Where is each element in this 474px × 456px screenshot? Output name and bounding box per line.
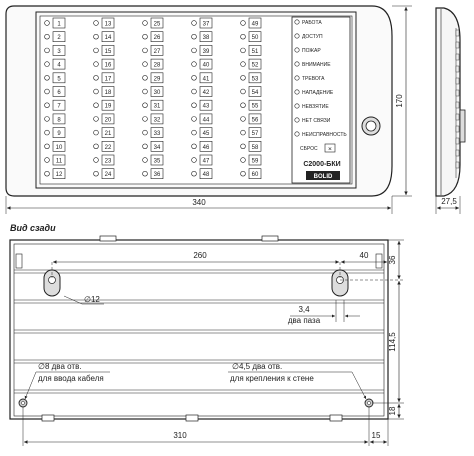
zone-number: 25 (153, 21, 161, 28)
zone-number: 23 (104, 158, 112, 165)
status-led-icon (295, 34, 299, 38)
zone-led-icon (143, 130, 148, 135)
zone-number: 6 (57, 90, 61, 96)
side-button-edge (456, 42, 459, 48)
zone-number: 58 (251, 144, 259, 151)
zone-number: 50 (251, 35, 259, 42)
zone-number: 17 (104, 76, 112, 83)
status-led-icon (295, 132, 299, 136)
zone-number: 27 (153, 48, 161, 55)
slot-width-dimension: 3,4 (298, 305, 310, 314)
zone-led-icon (94, 48, 99, 53)
zone-led-icon (241, 171, 246, 176)
zone-led-icon (45, 89, 50, 94)
side-key-reader (460, 110, 465, 142)
side-view (436, 8, 465, 196)
zone-number: 10 (55, 144, 63, 151)
zone-led-icon (241, 103, 246, 108)
status-label-not-armed: НЕВЗЯТИЕ (302, 104, 329, 110)
status-label-fault: НЕИСПРАВНОСТЬ (302, 132, 347, 138)
zone-number: 26 (153, 35, 161, 42)
zone-led-icon (241, 89, 246, 94)
zone-number: 38 (202, 35, 210, 42)
zone-number: 47 (202, 158, 210, 165)
status-led-icon (295, 90, 299, 94)
zone-number: 51 (251, 48, 259, 55)
zone-number: 31 (153, 103, 161, 110)
model-label: С2000-БКИ (303, 161, 341, 168)
zone-number: 20 (104, 117, 112, 124)
zone-led-icon (94, 158, 99, 163)
zone-number: 21 (104, 131, 112, 138)
zone-led-icon (241, 75, 246, 80)
zone-led-icon (94, 117, 99, 122)
zone-number: 33 (153, 131, 161, 138)
zone-number: 19 (104, 103, 112, 110)
zone-number: 16 (104, 62, 112, 69)
zone-led-icon (143, 89, 148, 94)
zone-number: 39 (202, 48, 210, 55)
zone-number: 9 (57, 131, 61, 138)
zone-number: 7 (57, 103, 61, 110)
bottom-offset-dimension: 18 (388, 406, 397, 416)
zone-led-icon (241, 144, 246, 149)
zone-led-icon (94, 21, 99, 26)
zone-led-icon (241, 117, 246, 122)
zone-led-icon (192, 144, 197, 149)
zone-number: 52 (251, 62, 259, 69)
zone-led-icon (241, 158, 246, 163)
status-label-work: РАБОТА (302, 20, 322, 26)
zone-led-icon (192, 75, 197, 80)
zone-led-icon (241, 21, 246, 26)
status-label-attention: ВНИМАНИЕ (302, 62, 331, 68)
brand-logo-text: BOLID (313, 174, 333, 180)
width-dimension: 340 (192, 198, 206, 207)
zone-led-icon (94, 75, 99, 80)
zone-number: 53 (251, 76, 259, 83)
slot-note: два паза (287, 316, 321, 325)
zone-number: 43 (202, 103, 210, 110)
side-button-edge (456, 114, 459, 120)
zone-led-icon (143, 21, 148, 26)
zone-number: 30 (153, 90, 161, 96)
hole-spacing-dimension: 260 (193, 251, 207, 260)
reset-button-icon: ✕ (327, 146, 333, 153)
status-led-icon (295, 48, 299, 52)
side-button-edge (456, 90, 459, 96)
zone-led-icon (45, 48, 50, 53)
zone-number: 1 (57, 21, 61, 28)
zone-led-icon (45, 171, 50, 176)
zone-led-icon (143, 48, 148, 53)
status-led-icon (295, 118, 299, 122)
status-led-icon (295, 104, 299, 108)
status-label-attack: НАПАДЕНИЕ (302, 90, 334, 96)
zone-number: 13 (104, 21, 112, 28)
zone-led-icon (192, 21, 197, 26)
zone-led-icon (192, 62, 197, 67)
status-label-no-link: НЕТ СВЯЗИ (302, 118, 331, 124)
zone-number: 45 (202, 131, 210, 138)
zone-number: 2 (57, 35, 61, 42)
side-button-edge (456, 78, 459, 84)
zone-number: 48 (202, 172, 210, 179)
mount-hole-note: ∅4,5 два отв. (232, 362, 283, 371)
side-button-edge (456, 126, 459, 132)
zone-number: 24 (104, 172, 112, 179)
zone-number: 49 (251, 21, 259, 28)
side-button-edge (456, 66, 459, 72)
zone-led-icon (143, 34, 148, 39)
zone-led-icon (143, 103, 148, 108)
zone-led-icon (45, 130, 50, 135)
zone-number: 8 (57, 117, 61, 124)
zone-led-icon (192, 117, 197, 122)
mid-height-dimension: 114,5 (388, 332, 397, 352)
key-reader-inner-icon (366, 121, 376, 131)
back-view-title: Вид сзади (10, 223, 56, 233)
zone-number: 11 (55, 158, 63, 165)
zone-led-icon (45, 34, 50, 39)
hole-diameter-label: ∅12 (84, 295, 100, 304)
top-offset-dimension: 36 (388, 255, 397, 265)
reset-label: СБРОС (300, 146, 318, 152)
zone-led-icon (45, 144, 50, 149)
status-label-alarm: ТРЕВОГА (302, 76, 325, 82)
zone-led-icon (94, 62, 99, 67)
zone-led-icon (143, 158, 148, 163)
zone-led-icon (192, 103, 197, 108)
zone-led-icon (45, 158, 50, 163)
zone-number: 3 (57, 48, 61, 55)
back-case-outline (10, 240, 388, 419)
status-label-access: ДОСТУП (302, 34, 323, 40)
zone-led-icon (94, 171, 99, 176)
zone-number: 35 (153, 158, 161, 165)
zone-led-icon (192, 171, 197, 176)
zone-led-icon (94, 144, 99, 149)
zone-number: 60 (251, 172, 259, 179)
zone-number: 14 (104, 35, 112, 42)
zone-led-icon (143, 62, 148, 67)
zone-number: 4 (57, 62, 61, 69)
zone-led-icon (94, 89, 99, 94)
bottom-right-dimension: 15 (371, 431, 381, 440)
zone-led-icon (45, 103, 50, 108)
zone-number: 42 (202, 90, 210, 96)
zone-led-icon (143, 144, 148, 149)
zone-number: 41 (202, 76, 210, 83)
zone-number: 54 (251, 90, 259, 96)
zone-led-icon (143, 171, 148, 176)
side-button-edge (456, 150, 459, 156)
zone-led-icon (241, 48, 246, 53)
zone-number: 5 (57, 76, 61, 83)
side-button-edge (456, 102, 459, 108)
zone-led-icon (192, 89, 197, 94)
zone-led-icon (45, 75, 50, 80)
zone-number: 40 (202, 62, 210, 69)
zone-led-icon (94, 130, 99, 135)
zone-number: 57 (251, 131, 259, 138)
zone-number: 37 (202, 21, 210, 28)
zone-number: 36 (153, 172, 161, 179)
zone-number: 28 (153, 62, 161, 69)
zone-led-icon (192, 34, 197, 39)
zone-number: 18 (104, 90, 112, 96)
zone-number: 59 (251, 158, 259, 165)
zone-led-icon (143, 117, 148, 122)
zone-led-icon (241, 62, 246, 67)
zone-number: 32 (153, 117, 161, 124)
zone-number: 15 (104, 48, 112, 55)
zone-led-icon (192, 48, 197, 53)
status-label-fire: ПОЖАР (302, 48, 321, 54)
right-offset-dimension: 40 (359, 251, 369, 260)
zone-number: 22 (104, 144, 112, 151)
zone-led-icon (192, 130, 197, 135)
bottom-width-dimension: 310 (173, 431, 187, 440)
zone-number: 44 (202, 117, 210, 124)
zone-number: 12 (55, 172, 63, 179)
zone-led-icon (94, 34, 99, 39)
side-button-edge (456, 138, 459, 144)
zone-led-icon (143, 75, 148, 80)
zone-led-icon (94, 103, 99, 108)
zone-led-icon (45, 62, 50, 67)
zone-led-icon (45, 21, 50, 26)
zone-led-icon (45, 117, 50, 122)
status-led-icon (295, 20, 299, 24)
side-button-edge (456, 54, 459, 60)
zone-number: 34 (153, 144, 161, 151)
zone-led-icon (192, 158, 197, 163)
cable-hole-note: ∅8 два отв. (38, 362, 82, 371)
mount-hole-purpose: для крепления к стене (230, 374, 314, 383)
zone-number: 46 (202, 144, 210, 151)
depth-dimension: 27,5 (441, 197, 457, 206)
status-column (295, 20, 299, 136)
back-view (10, 236, 388, 421)
zone-number: 56 (251, 117, 259, 124)
side-button-edge (456, 162, 459, 168)
zone-number: 29 (153, 76, 161, 83)
status-led-icon (295, 76, 299, 80)
zone-number: 55 (251, 103, 259, 110)
status-led-icon (295, 62, 299, 66)
side-button-edge (456, 30, 459, 36)
height-dimension: 170 (395, 94, 404, 108)
cable-hole-purpose: для ввода кабеля (38, 374, 104, 383)
zone-led-icon (241, 130, 246, 135)
zone-led-icon (241, 34, 246, 39)
